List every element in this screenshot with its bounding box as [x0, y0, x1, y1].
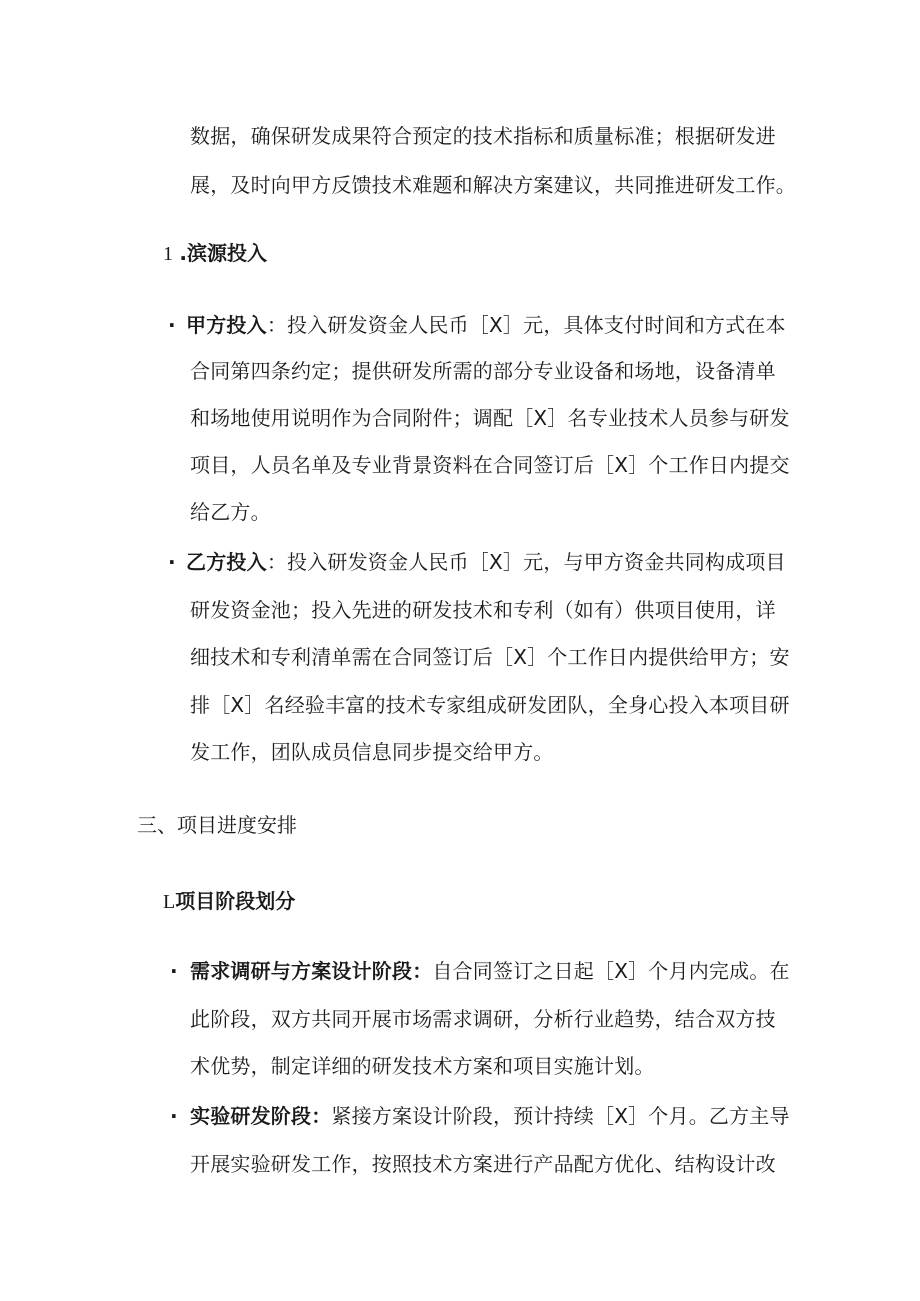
- party-a-line-3: 和场地使用说明作为合同附件；调配［X］名专业技术人员参与研发: [190, 406, 790, 430]
- phase-1-line-3: 术优势，制定详细的研发技术方案和项目实施计划。: [190, 1054, 655, 1078]
- party-a-line-2: 合同第四条约定；提供研发所需的部分专业设备和场地，设备清单: [190, 359, 776, 383]
- party-b-line-4: 排［X］名经验丰富的技术专家组成研发团队，全身心投入本项目研: [190, 693, 790, 717]
- section-resources-number: 1: [163, 243, 173, 265]
- subsection-phases-heading: [163, 887, 295, 916]
- phase-1-line-2: 此阶段，双方共同开展市场需求调研，分析行业趋势，结合双方技: [190, 1007, 776, 1031]
- party-b-line-3: 细技术和专利清单需在合同签订后［X］个工作日内提供给甲方；安: [190, 645, 790, 669]
- bullet-icon: ·: [168, 550, 176, 574]
- phase-2-line-2: 开展实验研发工作，按照技术方案进行产品配方优化、结构设计改: [190, 1152, 776, 1176]
- intro-line-1: 数据，确保研发成果符合预定的技术指标和质量标准；根据研发进: [190, 124, 776, 148]
- party-a-label: 甲方投入: [186, 313, 267, 337]
- section-resources-heading: [163, 239, 267, 268]
- phase-1-line-1: [190, 957, 790, 985]
- section-three-heading: 三、项目进度安排: [137, 813, 297, 837]
- subsection-phases-prefix: L: [163, 891, 176, 913]
- party-a-line-1: [186, 311, 786, 339]
- bullet-icon: ·: [168, 313, 176, 337]
- party-b-text-1: ：投入研发资金人民币［X］元，与甲方资金共同构成项目: [266, 550, 786, 574]
- party-b-line-5: 发工作，团队成员信息同步提交给甲方。: [190, 740, 554, 764]
- intro-line-2: 展，及时向甲方反馈技术难题和解决方案建议，共同推进研发工作。: [190, 173, 796, 197]
- section-resources-title: .滨源投入: [179, 241, 267, 265]
- party-b-line-2: 研发资金池；投入先进的研发技术和专利（如有）供项目使用，详: [190, 598, 776, 622]
- party-b-line-1: [186, 548, 786, 576]
- subsection-phases-title: 项目阶段划分: [175, 889, 296, 913]
- phase-1-label: 需求调研与方案设计阶段：: [190, 959, 433, 983]
- party-a-line-5: 给乙方。: [190, 500, 271, 524]
- phase-2-text-1: 紧接方案设计阶段，预计持续［X］个月。乙方主导: [331, 1104, 790, 1128]
- party-a-text-1: ：投入研发资金人民币［X］元，具体支付时间和方式在本: [266, 313, 786, 337]
- bullet-icon: ·: [170, 1104, 178, 1128]
- bullet-icon: ·: [170, 959, 178, 983]
- party-a-line-4: 项目，人员名单及专业背景资料在合同签订后［X］个工作日内提交: [190, 453, 790, 477]
- phase-2-label: 实验研发阶段：: [190, 1104, 332, 1128]
- party-b-label: 乙方投入: [186, 550, 267, 574]
- phase-1-text-1: 自合同签订之日起［X］个月内完成。在: [432, 959, 790, 983]
- phase-2-line-1: [190, 1102, 790, 1130]
